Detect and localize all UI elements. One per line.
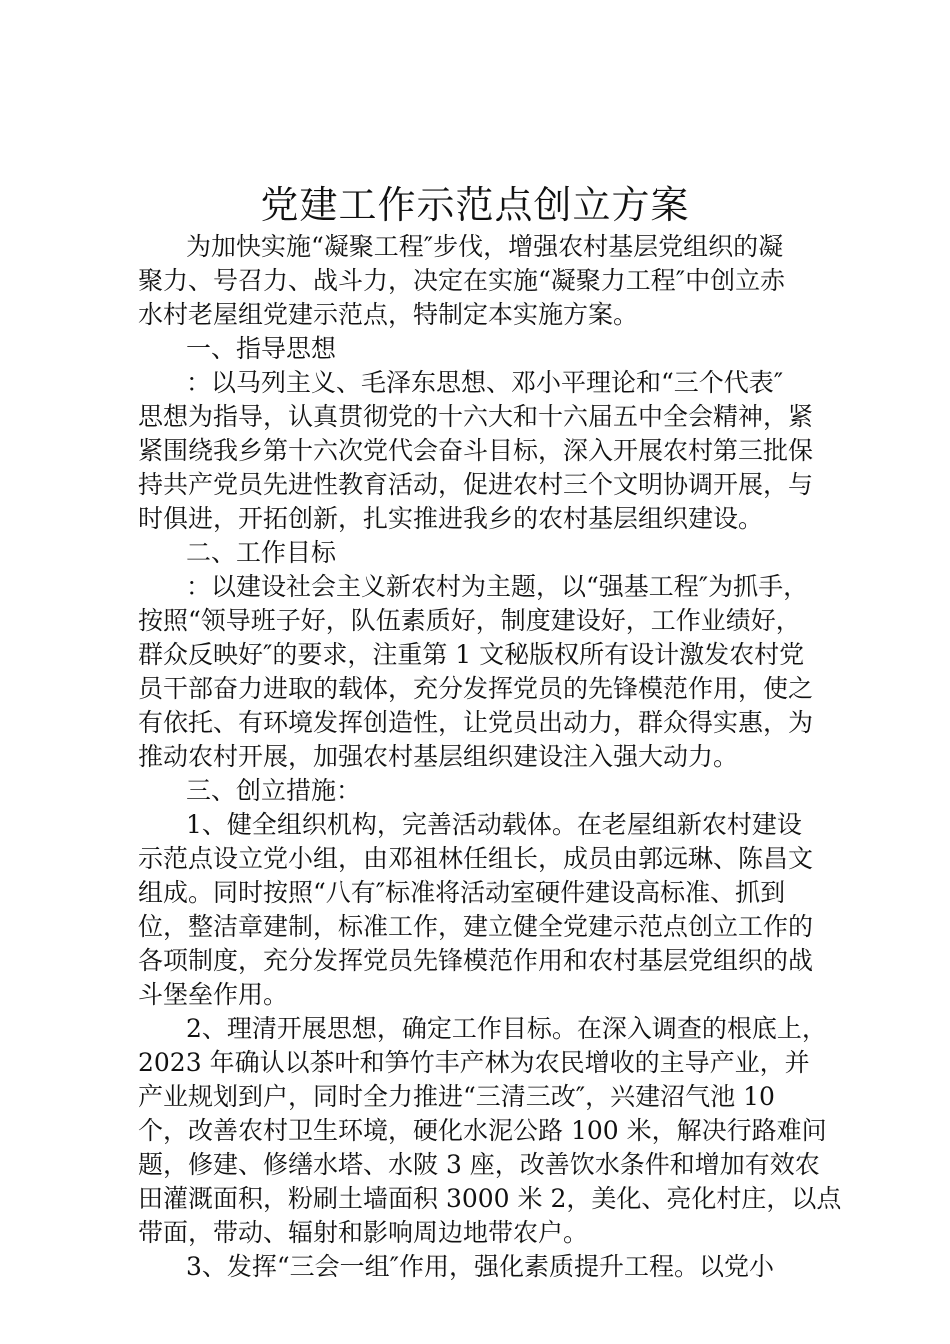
text-line: 思想为指导，认真贯彻党的十六大和十六届五中全会精神，紧 <box>138 402 814 431</box>
text-line: 水村老屋组党建示范点，特制定本实施方案。 <box>138 300 639 329</box>
text-line: 组成。同时按照“八有″标准将活动室硬件建设高标准、抓到 <box>138 878 786 907</box>
text-line: 推动农村开展，加强农村基层组织建设注入强大动力。 <box>138 742 739 771</box>
text-line: ：以马列主义、毛泽东思想、邓小平理论和“三个代表″ <box>186 368 784 397</box>
text-line: 田灌溉面积，粉刷土墙面积 3000 米 2，美化、亮化村庄，以点 <box>138 1184 842 1213</box>
section-heading: 三、创立措施： <box>186 776 362 805</box>
text-line: ：以建设社会主义新农村为主题，以“强基工程″为抓手， <box>186 572 809 601</box>
text-line: 时俱进，开拓创新，扎实推进我乡的农村基层组织建设。 <box>138 504 764 533</box>
text-line: 群众反映好″的要求，注重第 1 文秘版权所有设计激发农村党 <box>138 640 805 669</box>
text-line: 3、发挥“三会一组″作用，强化素质提升工程。以党小 <box>186 1252 775 1281</box>
text-line: 个，改善农村卫生环境，硬化水泥公路 100 米，解决行路难问 <box>138 1116 827 1145</box>
text-line: 员干部奋力进取的载体，充分发挥党员的先锋模范作用，使之 <box>138 674 814 703</box>
text-line: 有依托、有环境发挥创造性，让党员出动力，群众得实惠，为 <box>138 708 814 737</box>
section-heading: 一、指导思想 <box>186 334 337 363</box>
text-line: 按照“领导班子好，队伍素质好，制度建设好，工作业绩好， <box>138 606 801 635</box>
text-line: 聚力、号召力、战斗力，决定在实施“凝聚力工程″中创立赤 <box>138 266 786 295</box>
text-line: 题，修建、修缮水塔、水陂 3 座，改善饮水条件和增加有效农 <box>138 1150 820 1179</box>
text-line: 2、理清开展思想，确定工作目标。在深入调查的根底上， <box>186 1014 827 1043</box>
section-heading: 二、工作目标 <box>186 538 337 567</box>
text-line: 带面，带动、辐射和影响周边地带农户。 <box>138 1218 589 1247</box>
text-line: 位，整洁章建制，标准工作，建立健全党建示范点创立工作的 <box>138 912 814 941</box>
text-line: 斗堡垒作用。 <box>138 980 289 1009</box>
document-title: 党建工作示范点创立方案 <box>260 183 690 227</box>
text-line: 各项制度，充分发挥党员先锋模范作用和农村基层党组织的战 <box>138 946 814 975</box>
text-line: 持共产党员先进性教育活动，促进农村三个文明协调开展，与 <box>138 470 814 499</box>
text-line: 产业规划到户，同时全力推进“三清三改″，兴建沼气池 10 <box>138 1082 775 1111</box>
text-line: 1、健全组织机构，完善活动载体。在老屋组新农村建设 <box>186 810 802 839</box>
text-line: 2023 年确认以茶叶和笋竹丰产林为农民增收的主导产业，并 <box>138 1048 810 1077</box>
text-line: 示范点设立党小组，由邓祖林任组长，成员由郭远琳、陈昌文 <box>138 844 814 873</box>
text-line: 为加快实施“凝聚工程″步伐，增强农村基层党组织的凝 <box>186 232 784 261</box>
text-line: 紧围绕我乡第十六次党代会奋斗目标，深入开展农村第三批保 <box>138 436 814 465</box>
